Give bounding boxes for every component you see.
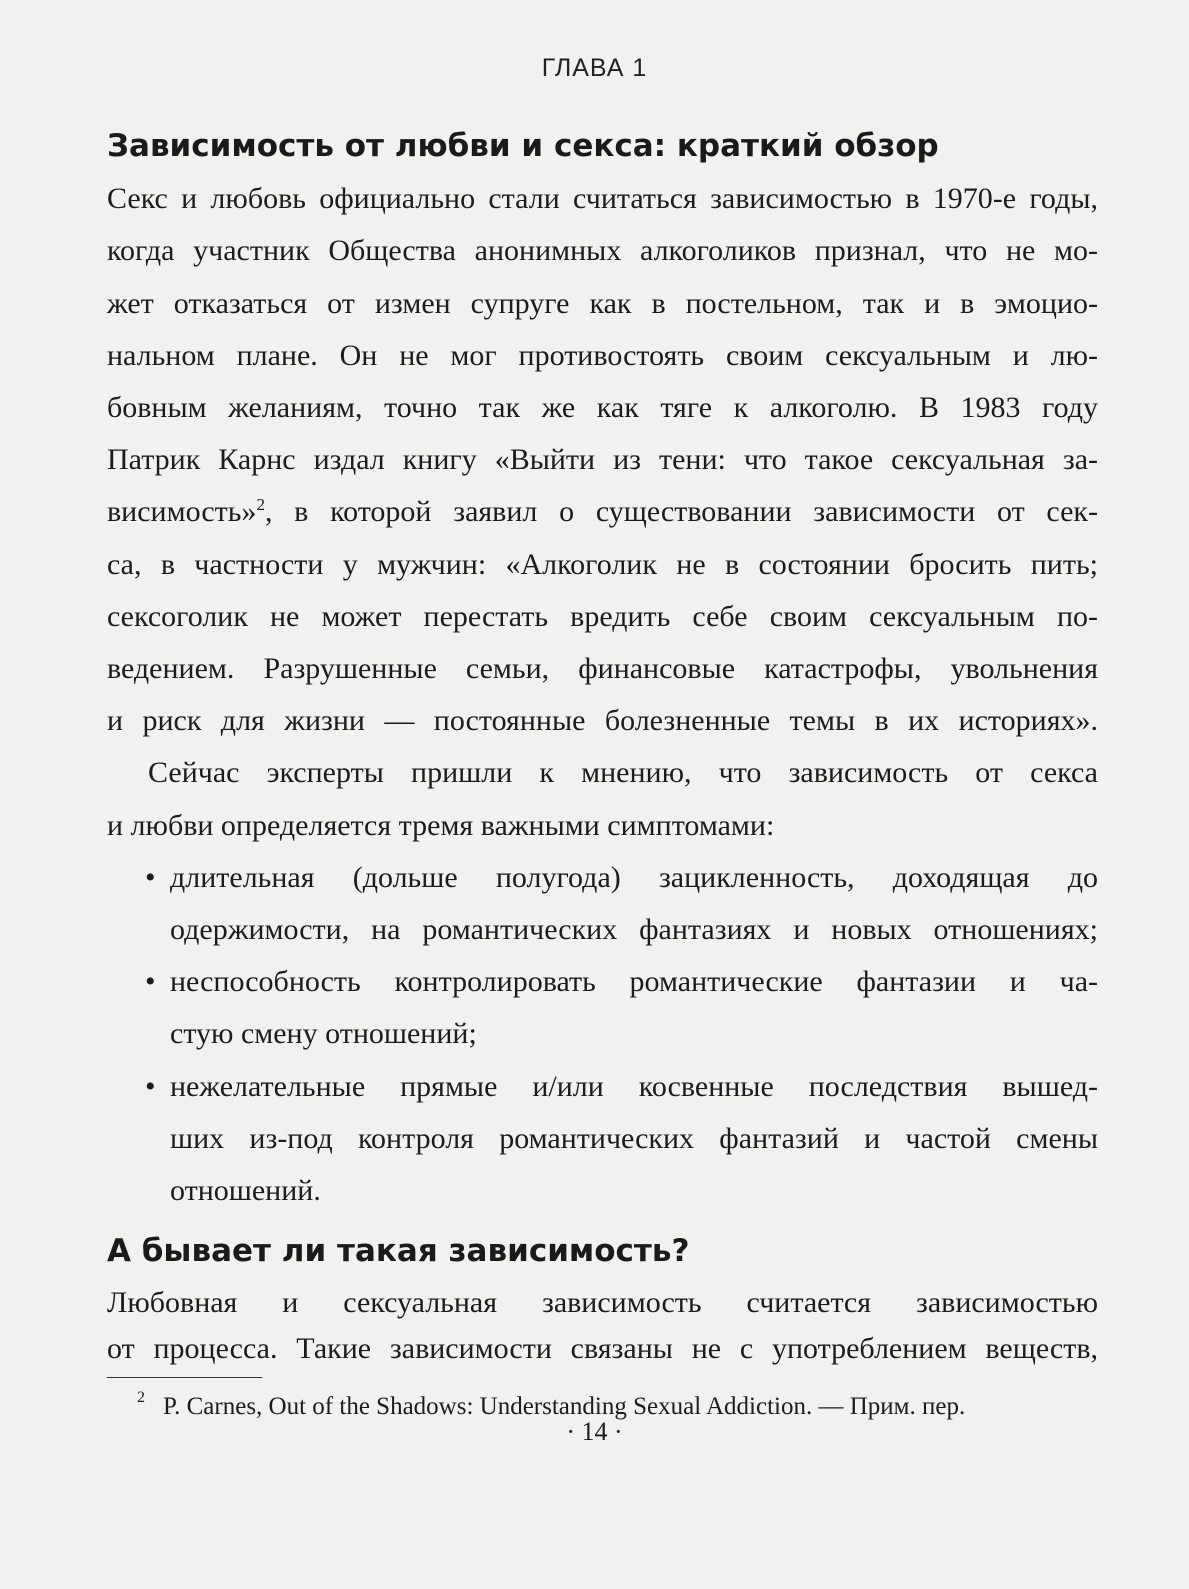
- paragraph-line: и любви определяется тремя важными симптомами:: [107, 809, 775, 842]
- paragraph-line: ведением. Разрушенные семьи, финансовые катастрофы, увольнения: [107, 652, 1098, 685]
- list-item-line: ших из-под контроля романтических фантазий и частой смены: [170, 1122, 1098, 1155]
- section-heading: Зависимость от любви и секса: краткий обзор: [107, 128, 939, 164]
- paragraph-line: Сейчас эксперты пришли к мнению, что зависимость от секса: [148, 756, 1098, 789]
- paragraph-line: жет отказаться от измен супруге как в постельном, так и в эмоцио-: [107, 287, 1098, 320]
- text-run: висимость»: [107, 495, 257, 528]
- list-item-line: нежелательные прямые и/или косвенные последствия вышед-: [170, 1070, 1098, 1103]
- bullet-marker: •: [145, 1070, 156, 1103]
- list-item-line: одержимости, на романтических фантазиях и новых отношениях;: [170, 913, 1098, 946]
- bullet-marker: •: [145, 861, 156, 894]
- section-heading: А бывает ли такая зависимость?: [107, 1233, 690, 1269]
- page-number: · 14 ·: [566, 1417, 623, 1446]
- paragraph-line: нальном плане. Он не мог противостоять своим сексуальным и лю-: [107, 339, 1098, 372]
- paragraph-line: и риск для жизни — постоянные болезненные темы в их историях».: [107, 704, 1098, 737]
- paragraph-line: бовным желаниям, точно так же как тяге к алкоголю. В 1983 году: [107, 391, 1098, 424]
- chapter-header: ГЛАВА 1: [541, 54, 648, 82]
- paragraph-line: от процесса. Такие зависимости связаны не с употреблением веществ,: [107, 1332, 1098, 1365]
- paragraph-line: са, в частности у мужчин: «Алкоголик не в состоянии бросить пить;: [107, 548, 1098, 581]
- paragraph-line: Любовная и сексуальная зависимость считается зависимостью: [107, 1286, 1098, 1319]
- footnote-divider: [107, 1377, 262, 1378]
- text-run: , в которой заявил о существовании зависимости от сек-: [264, 495, 1098, 528]
- paragraph-line: сексоголик не может перестать вредить себе своим сексуальным по-: [107, 600, 1098, 633]
- footnote-reference[interactable]: 2: [256, 495, 265, 514]
- footnote-text: P. Carnes, Out of the Shadows: Understanding Sexual Addiction. — Прим. пер.: [163, 1393, 966, 1420]
- paragraph-line: [107, 495, 1098, 529]
- bullet-marker: •: [145, 965, 156, 998]
- list-item-line: длительная (дольше полугода) зацикленность, доходящая до: [170, 861, 1098, 894]
- list-item-line: отношений.: [170, 1174, 321, 1207]
- list-item-line: стую смену отношений;: [170, 1017, 477, 1050]
- list-item-line: неспособность контролировать романтические фантазии и ча-: [170, 965, 1098, 998]
- paragraph-line: Патрик Карнс издал книгу «Выйти из тени: что такое сексуальная за-: [107, 443, 1098, 476]
- footnote-number: 2: [137, 1389, 145, 1406]
- paragraph-line: Секс и любовь официально стали считаться зависимостью в 1970-е годы,: [107, 182, 1098, 215]
- paragraph-line: когда участник Общества анонимных алкоголиков признал, что не мо-: [107, 234, 1098, 267]
